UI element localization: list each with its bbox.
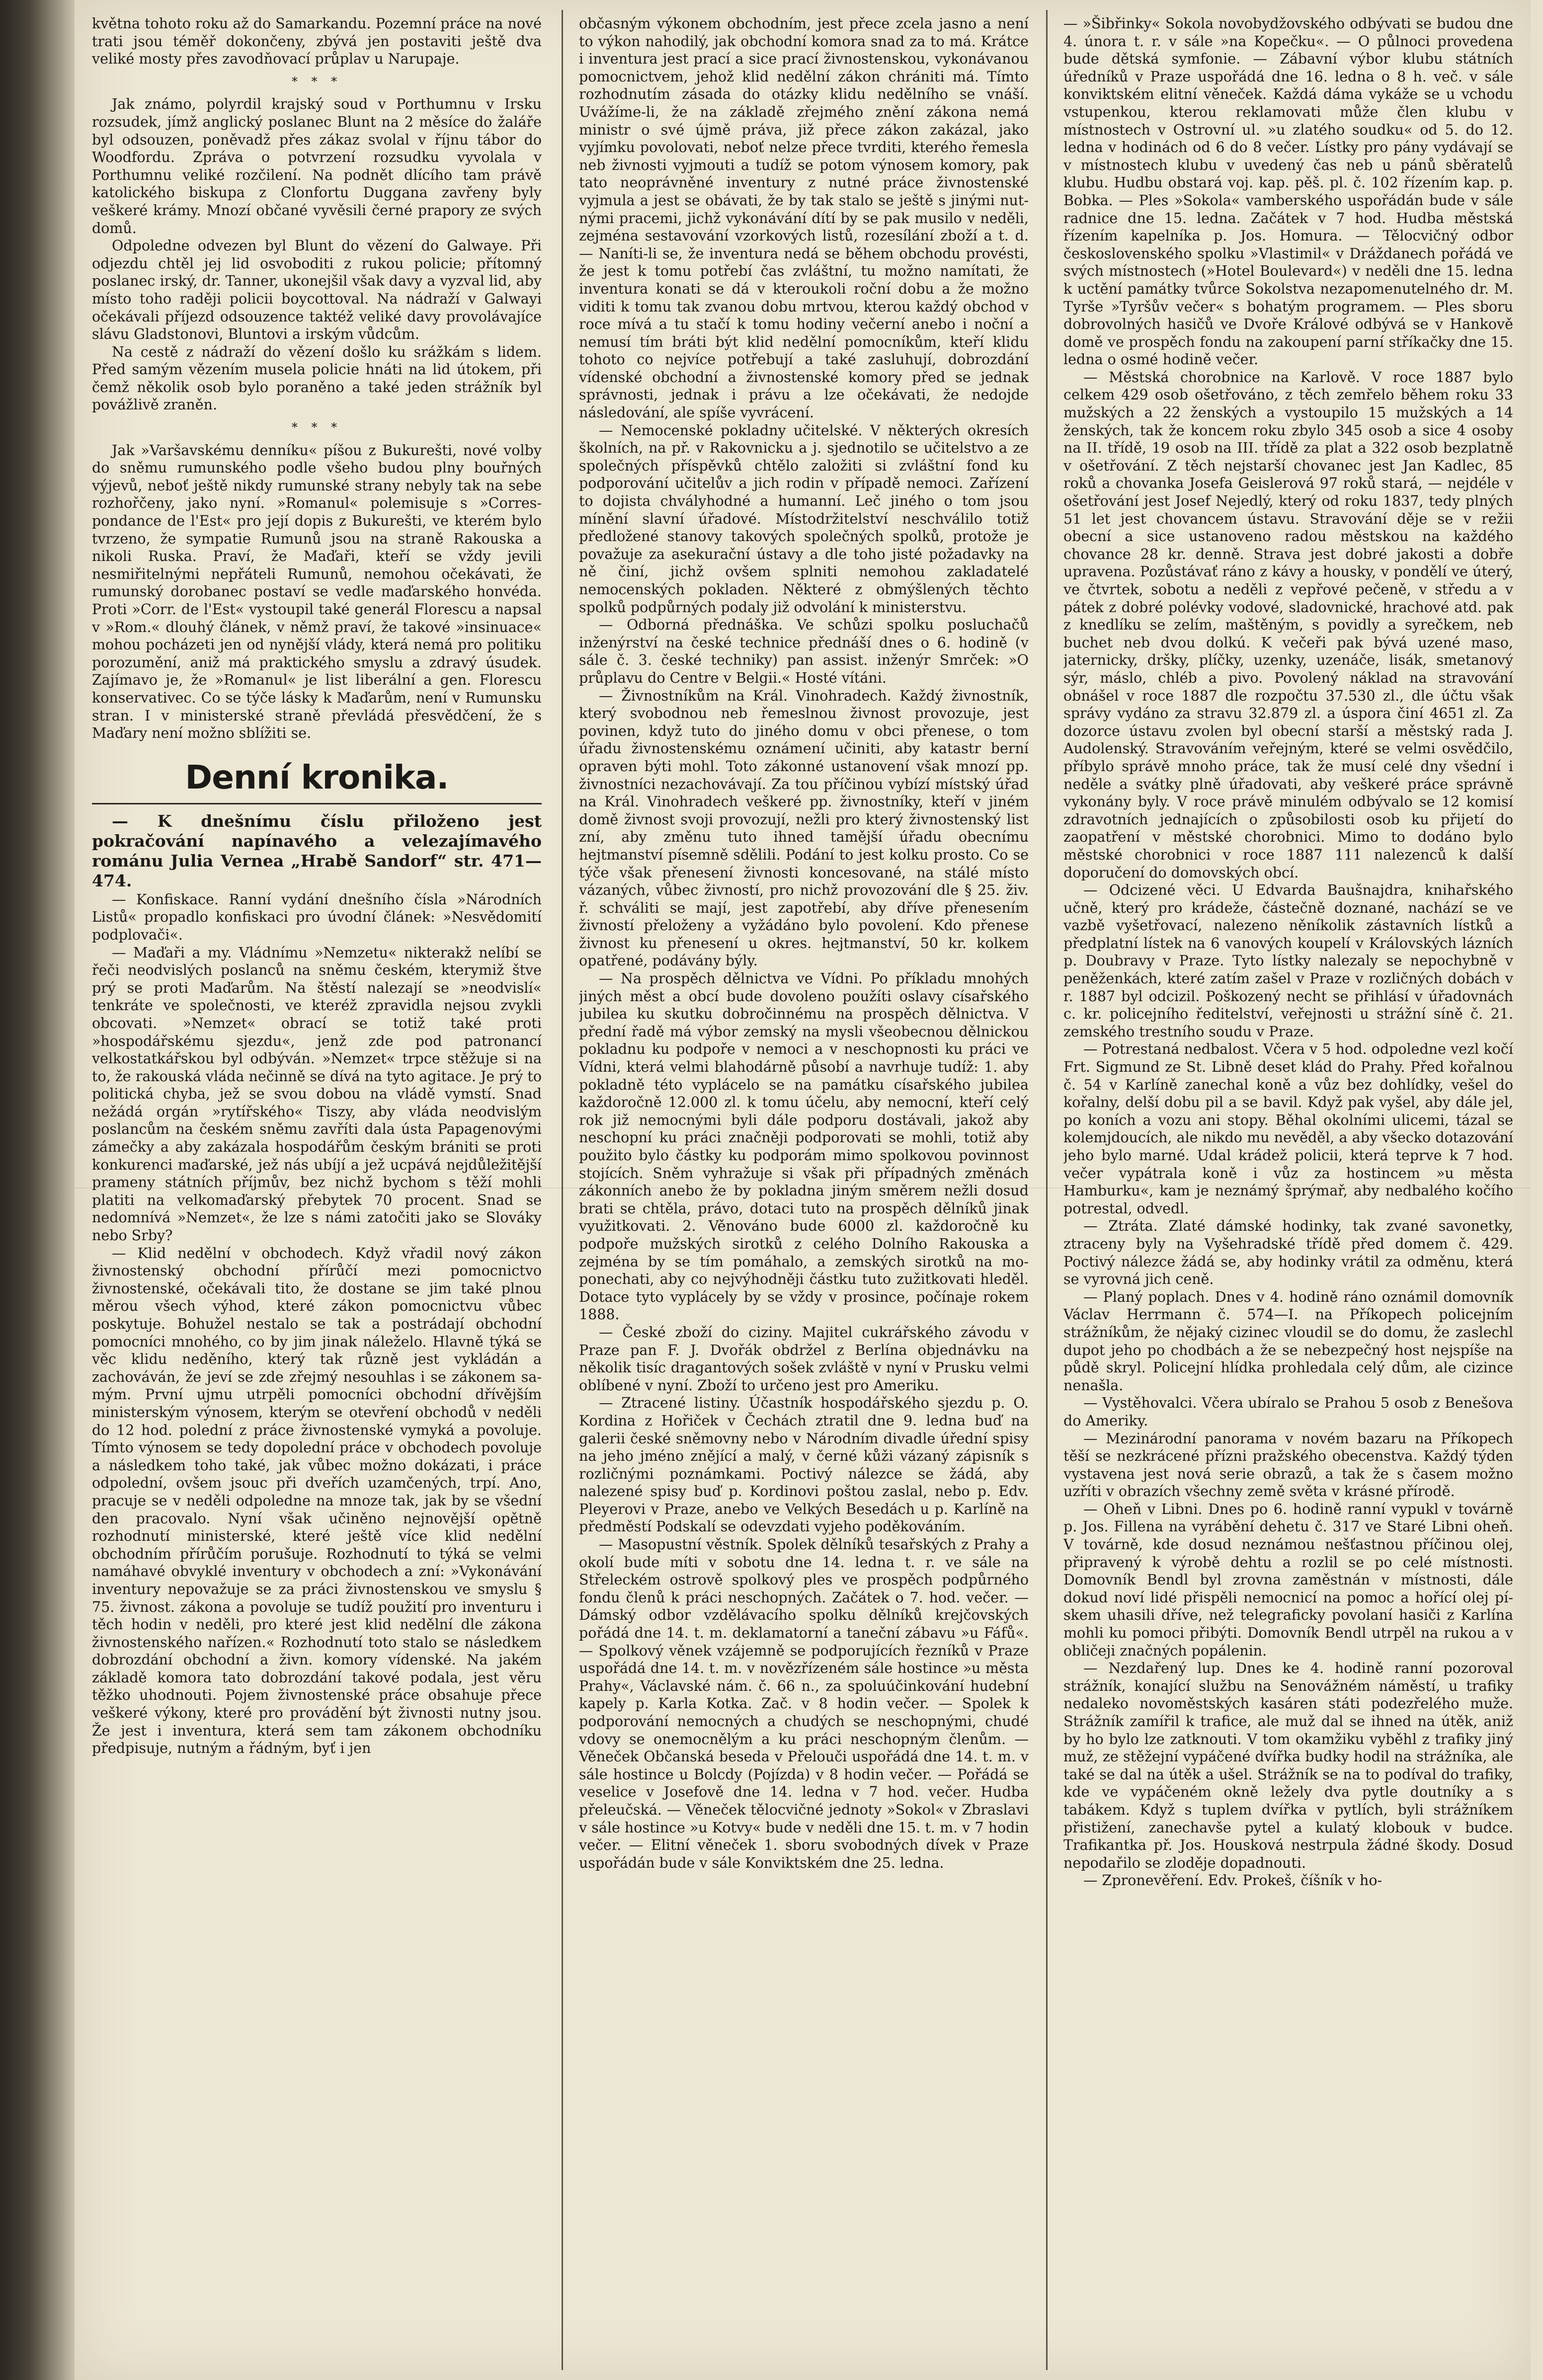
article-lost-documents: — Ztracené listiny. Účastník hospodářského sjezdu p. O. Kordina z Hořiček v Čechách ztratil dne 9. ledna buď na galerii české sněmovny nebo v Národním divadle úřední spisy na jeho jméno znějící a malý, v černé kůži vázaný zápisník s rozličnými poznámkami. Poctivý nálezce se žádá, aby nalezené spisy buď p. Kordinovi poštou zaslal, nebo p. Edv. Pleyerovi v Praze, anebo ve Velkých Besedách u p. Karlíně na předměstí Podskalí se odevzdati vyjeho poděkováním. bbox=[579, 1395, 1029, 1535]
column-rule-2 bbox=[1046, 10, 1048, 2370]
article-hungarians-and-us: — Maďaři a my. Vládnímu »Nemzetu« nikterakž nelíbí se řeči neodvislých poslanců na sněmu českém, kterymiž štve prý se proti Maďarům. Na štěstí nalezají se »neodvislí« tenkráte ve společnosti, ve kteréž zpravidla nejsou zvykli obcovati. »Nemzet« obrací se totiž také proti »hospodářskému sjezdu«, jenž zde pod patronancí velkostatkářskou byl odbýván. »Nemzet« trpce stěžuje si na to, že rakouská vláda nečinně se dívá na tyto agitace. Je prý to politická chyba, jež se svou dobou na vládě vymstí. Snad nežádá orgán »rytířského« Tiszy, aby vláda neodvislým poslancům na českém sněmu zavříti dala ústa Papagenovými zámečky a aby zakázala hospodářům českým brániti se proti konkurenci maďarské, jež nás ubíjí a jež ucpává nejdůležitější prameny státních příjmův, bez nichž bychom s těží mohli platiti na velkomaďarský přebytek 70 procent. Snad se nedomnívá »Nemzet«, že lze s námi zatočiti jako se Slováky nebo Srby? bbox=[92, 944, 542, 1244]
column-2 bbox=[579, 15, 1029, 2365]
article-samarkand-railway: května tohoto roku až do Samarkandu. Pozemní práce na nové trati jsou téměř dokončeny, zbývá jen postaviti ještě dva veliké mosty přes zavodňovací průplav u Narupaje. bbox=[92, 15, 542, 68]
article-emigrants: — Vystěhovalci. Včera ubíralo se Prahou 5 osob z Benešova do Ameriky. bbox=[1063, 1395, 1513, 1429]
article-sunday-rest-cont: občasným výkonem obchodním, jest přece zcela jasno a není to výkon nahodilý, jak obchodní komora snad za to má. Krátce i inventura jest prací a sice prací živnostenskou, vykonávanou pomocnictvem, jehož klid nedělní zákon chrániti má. Tímto rozhodnutím zásada do otázky klidu nedělního se vnáší. Uvážíme-li, že na základě zřejmého znění zákona nemá ministr o své újmě práva, již přece zákon zakázal, jako vyjímku povolovati, neboť nelze přece tvrditi, kterého řemesla neb živnosti vyjmouti a tudíž se potom výnosem komory, pak tato neoprávněné inventury z nutné práce živnostenské vyjmula a jest se obávati, že by tak stalo se ještě s jinými nutnými pracemi, jichž vykonávání dítí by se pak musilo v neděli, zejména sestavování vzorkových listů, rozesílání zboží a t. d. — Naníti-li se, že inventura nedá se během obchodu provésti, že jest k tomu potřebí čas zvláštní, tu možno namítati, že inventura konati se dá v kteroukoli roční dobu a že možno viditi k tomu tak zvanou dobu mrtvou, kterou každý obchod v roce mívá a tu stačí k tomu hodiny večerní anebo i noční a nemusí tím bráti být klid nedělní pomocníkům, kteří klidu tohoto co nejvíce potřebují a také zasluhují, dobrozdání vídenské obchodní a živnostenské komory před se jednak správnosti, jednak i právu a lze očekávati, že nedojde následování, ale spíše vyvrácení. bbox=[579, 15, 1029, 421]
column-rule-1 bbox=[562, 10, 563, 2370]
column-1 bbox=[92, 15, 542, 2365]
notice-verne-supplement: — K dnešnímu číslu přiloženo jest pokračování napínavého a velezajímavého románu Julia Vernea „Hrabě Sandorf“ str. 471—474. bbox=[92, 811, 542, 890]
article-karlov-infirmary: — Městská chorobnice na Karlově. V roce 1887 bylo celkem 429 osob ošetřováno, z těch zemřelo během roku 33 mužských a 22 ženských a vystoupilo 15 mužských a 14 ženských, tak že koncem roku zbylo 345 osob a sice 4 osoby na II. třídě, 19 osob na III. třídě za plat a 322 osob bezplatně v ošetřování. Z těch nejstarší chovanec jest Jan Kadlec, 85 roků a chovanka Josefa Geislerová 97 roků stará, — nejdéle v ošetřování jest Josef Nejedlý, který od roku 1837, tedy plných 51 let jest chovancem ústavu. Stravování děje se v režii obecní a sice ustanoveno radou městskou na každého chovance 28 kr. denně. Strava jest dobré jakosti a dobře upravena. Pozůstávať ráno z kávy a housky, v pondělí ve úterý, ve čtvrtek, sobotu a neděli z vepřové pečeně, v středu a v pátek z dobré polévky vodové, sladovnické, hrachové atd. pak z knedlíku se zelím, maštěným, s povidly a syrečkem, neb buchet neb dvou dolkú. K večeři pak bývá uzené maso, jaternicky, dršky, plíčky, uzenky, uzenáče, lisák, smetanový sýr, máslo, chléb a pivo. Povolený náklad na stravování obnášel v roce 1887 dle rozpočtu 37.530 zl., dle účtu však správy vydáno za stravu 32.879 zl. a úspora činí 4651 zl. Za dozorce ústavu zvolen byl obecní starší a městský rada J. Audolenský. Stravováním veřejným, které se velmi osvědčilo, příbylo správě mnoho práce, tak že musí celé dny všední i neděle a svátky plně úřadovati, aby veškeré práce správně vykonány byly. V roce právě minulém odbývalo se 12 komisí zdravotních jednajících o způsobilosti osob ku přijetí do zaopatření v městské chorobnici. Mimo to dodáno bylo městské chorobnici v roce 1887 111 nalezenců k další doporučení do domovských obcí. bbox=[1063, 369, 1513, 881]
page-binding-edge bbox=[0, 0, 75, 2380]
article-blunt-sentence: Jak známo, polyrdil krajský soud v Porthumnu v Irsku rozsudek, jímž anglický poslanec Blunt na 2 měsíce do žaláře byl odsouzen, poněvadž přes zákaz svolal v říjnu tábor do Woodfordu. Zpráva o potvrzení rozsudku vyvolala v Porthumnu veliké rozčilení. Na podnět dlícího tam právě katolického biskupa z Clonfortu Duggana zavřeny byly veškeré krámy. Mnozí občané vyvěsili černé prapory ze svých domů. bbox=[92, 96, 542, 237]
article-carnival-news: — Masopustní věstník. Spolek dělníků tesařských z Prahy a okolí bude míti v sobotu dne 14. ledna t. r. ve sále na Střeleckém ostrově spolkový ples ve prospěch podpůrného fondu členů k práci neschopných. Začátek o 7. hod. večer. — Dámský odbor vzdělávacího spolku dělníků krejčovských pořádá dne 14. t. m. deklamatorní a taneční zábavu »u Fáfů«. — Spolkový věnek vzájemně se podporujících řezníků v Praze uspořádá dne 14. t. m. v novězřízeném sále hostince »u města Prahy«, Václavské nám. č. 66 n., za spoluúčinkování hudební kapely p. Karla Kotka. Zač. v 8 hodin večer. — Spolek k podporování nemocných a chudých se neschopnými, chudé vdovy se onemocnělým a ku práci neschopným členům. — Věneček Občanská beseda v Přelouči uspořádá dne 14. t. m. v sále hostince u Bolcdy (Pojízda) v 8 hodin večer. — Pořádá se veselice v Josefově dne 14. ledna v 7 hod. večer. Hudba přeleučská. — Věneček tělocvičné jednoty »Sokol« v Zbraslavi v sále hostince »u Kotvy« bude v neděli dne 15. t. m. v 7 hodin večer. — Elitní věneček 1. sboru svobodných dívek v Praze uspořádán bude v sále Konviktském dne 25. ledna. bbox=[579, 1536, 1029, 1871]
article-panorama: — Mezinárodní panorama v novém bazaru na Příkopech těší se nezkrácené přízni pražského obecenstva. Každý týden vystavena jest nová serie obrazů, a tak že s časem možno uzříti v obrazích všechny země světa v krásné přírodě. bbox=[1063, 1430, 1513, 1500]
article-vinohrady-tradesmen: — Živnostníkům na Král. Vinohradech. Každý živnostník, který svobodnou neb řemeslnou živnost provozuje, jest povinen, když tuto do jiného domu v obci přenese, o tom úřadu živnostenskému oznámení učiniti, aby katastr berní opraven býti mohl. Toto zákonné ustanovení však mnozí pp. živnostníci nezachovávají. Za tou příčinou vybízí místský úřad na Král. Vinohradech veškeré pp. živnostníky, kteří v jiném domě živnost svoji provozují, nežli pro který živnostenský list zní, aby změnu tuto ihned tamější úřadu obecnímu hejtmanství písemně sdělili. Podání to jest kolku prosto. Co se týče však přenesení živnosti koncesované, na stálé místo vázaných, vůbec živností, pro nichž provozování dle § 25. živ. ř. schváliti se mají, jest zapotřebí, aby dříve přenesením živností přeloženy a vyžádáno bylo povolení. Kdo přenese živnost ku přenesení u okres. hejtmanství, 50 kr. kolkem opatřené, podávány býly. bbox=[579, 687, 1029, 969]
separator: * * * bbox=[291, 420, 342, 435]
article-lecture: — Odborná přednáška. Ve schůzi spolku posluchačů inženýrství na české technice přednáší dnes o 6. hodině (v sále č. 3. české techniky) pan assist. inženýr Smrček: »O průplavu do Centre v Belgii.« Hosté vítáni. bbox=[579, 617, 1029, 686]
article-lost-watch: — Ztráta. Zlaté dámské hodinky, tak zvané savonetky, ztraceny byly na Vyšehradské třídě před domem č. 429. Poctivý nálezce žádá se, aby hodinky vrátil za odměnu, která se vyrovná jich ceně. bbox=[1063, 1218, 1513, 1288]
article-sunday-rest: — Klid nedělní v obchodech. Když vřadil nový zákon živnostenský obchodní přírůčí mezi pomocnictvo živnostenské, očekávali tito, že dostane se jim také plnou měrou všech výhod, které zákon pomocnictvu vůbec poskytuje. Bohužel nestalo se tak a postrádají obchodní pomocníci mnohého, co by jim jinak náleželo. Hlavně týká se věc klidu neděního, který tak různě jest vykládán a zachováván, že jeví se zde zřejmý nesouhlas i se zákonem samým. První ujmu utrpěli pomocníci obchodní dřívějším ministerským výnosem, kterým se otevření obchodů v neděli do 12 hod. polední z práce živnostenské vymyká a povoluje. Tímto výnosem se tedy dopolední práce v obchodech povoluje a následkem toho také, jak vůbec možno dokázati, i práce odpolední, ovšem jsouc při dveřích uzamčených, trpí. Ano, pracuje se v neděli odpoledne na mnoze tak, jak by se všední den pracovalo. Nyní však učiněno nejnovější opětně rozhodnutí ministerské, které ještě více klid nedělní obchodním přírůčím porušuje. Rozhodnutí to týká se velmi namáhavé obvyklé inventury v obchodech a zní: »Vykonávání inventury nepovažuje se za práci živnostenskou ve smyslu § 75. živnost. zákona a povoluje se tudíž použití pro inventuru i těch hodin v neděli, pro které jest klid nedělní dle zákona živnostenského nařízen.« Rozhodnutí toto stalo se následkem dobrozdání obchodní a živn. komory vídenské. Na jakém základě komora tato dobrozdání takové podala, jest věru těžko uhodnouti. Pojem živnostenské práce obsahuje přece veškeré výkony, které pro provádění být živnosti nutny jsou. Že jest i inventura, která sem tam zákonem obchodníku předpisuje, nutným a řádným, byť i jen bbox=[92, 1245, 542, 1757]
article-romanian-elections: Jak »Varšavskému denníku« píšou z Bukurešti, nové volby do sněmu rumunského podle všeho budou plny bouřných výjevů, neboť ještě nikdy rumunské strany nebyly tak na sebe rozhořčeny, jako nyní. »Romanul« polemisuje s »Correspondance de l'Est« pro její dopis z Bukurešti, ve kterém bylo tvrzeno, že sympatie Rumunů jsou na straně Rakouska a nikoli Ruska. Praví, že Maďaři, kteří se vždy jevili nesmiřitelnými nepřáteli Rumunů, nemohou očekávati, že rumunský dorobanec postaví se vedle maďarského honvéda. Proti »Corr. de l'Est« vystoupil také generál Florescu a napsal v »Rom.« dlouhý článek, v němž praví, že takové »insinuace« mohou pocházeti jen od nynější vlády, která nemá pro politiku porozumění, aniž má praktického smyslu a zdravý úsudek. Zajímavo je, že »Romanul« je list liberální a gen. Florescu konservativec. Co se týče lásky k Maďarům, není v Rumunsku stran. I v ministerské straně převládá přesvědčení, že s Maďary není možno sblížiti se. bbox=[92, 442, 542, 742]
article-fire-liben: — Oheň v Libni. Dnes po 6. hodině ranní vypukl v továrně p. Jos. Fillena na vyrábění dehetu č. 317 ve Staré Libni oheň. V továrně, kde dosud neznámou nešťastnou příčinou olej, připravený k výrobě dehtu a rozlil se po celé místnosti. Domovník Bendl byl zrovna zaměstnán v místnosti, dále dokud noví lidé přispěli nemocnicí na pomoc a hořící olej pískem uhasili dříve, než telegraficky povolaní hasiči z Karlína mohli ku pomoci přibýti. Domovník Bendl utrpěl na rukou a v obličeji značných popálenin. bbox=[1063, 1501, 1513, 1659]
article-vienna-workers: — Na prospěch dělnictva ve Vídni. Po příkladu mnohých jiných měst a obcí bude dovoleno použíti oslavy císařského jubilea ku skutku dobročinnému na prospěch dělnictva. V přední řadě má výbor zemský na mysli všeobecnou dělnickou pokladnu ku podpoře v nemoci a v neschopnosti ku práci ve Vídni, která velmi blahodárně působí a navrhuje tudíž: 1. aby pokladně této vyplácelo se na památku císařského jubilea každoročně 12.000 zl. k tomu účelu, aby nemocní, kteří celý rok již nemocnými byli dále podporu dostávali, jakož aby neschopní ku práci značněji podporovati se mohli, totiž aby použito bylo částky ku podporám mimo spolkovou povinnost stojících. Sněm vyhražuje si však při případných změnách zákonních anebo že by pokladna jiným směrem nežli dosud brati se chtěla, právo, dotaci tuto na prospěch dělníků jinak využitkovati. 2. Věnováno bude 6000 zl. každoročně ku podpoře mužských sirotků z celého Dolního Rakouska a zejména by se tím pomáhalo, a zemských sirotků na moponechati, aby co nejvýhodněji částku tuto zužitkovati hleděl. Dotace tyto vyplácely by se vždy v prosince, počínaje rokem 1888. bbox=[579, 970, 1029, 1323]
article-false-alarm: — Planý poplach. Dnes v 4. hodině ráno oznámil domovník Václav Herrmann č. 574—I. na Příkopech policejním strážníkům, že nějaký cizinec vloudil se do domu, že zaslechl dupot jeho po chodbách a že se nebezpečný host nejspíše na půdě skryl. Policejní hlídka prohledala celý dům, ale cizince nenašla. bbox=[1063, 1288, 1513, 1394]
article-balls-announcements: — »Šibřinky« Sokola novobydžovského odbývati se budou dne 4. února t. r. v sále »na Kopečku«. — O půlnoci provedena bude dětská symfonie. — Zábavní výbor klubu státních úředníků v Praze uspořádá dne 16. ledna o 8 h. več. v sále konviktském elitní věneček. Každá dáma vykáže se u vchodu vstupenkou, kterou reklamovati může člen klubu v místnostech v Ostrovní ul. »u zlatého soudku« od 5. do 12. ledna v hodinách od 6 do 8 večer. Lístky pro pány vydávají se v místnostech klubu v uvedený čas neb u pánů sběratelů klubu. Hudbu obstará voj. kap. pěš. pl. č. 102 řízením kap. p. Bobka. — Ples »Sokola« vamberského uspořádán bude v sále radnice dne 15. ledna. Začátek v 7 hod. Hudba městská řízením kapelníka p. Jos. Homura. — Tělocvičný odbor československého spolku »Vlastimil« v Dráždanech pořádá ve svých místnostech (»Hotel Boulevard«) v neděli dne 15. ledna k uctění památky tvůrce Sokolstva nezapomenutelného dr. M. Tyrše »Tyršův večer« s bohatým programem. — Ples sboru dobrovolných hasičů ve Dvoře Králové odbývá se v Hankově domě ve prospěch fondu na zakoupení parní stříkačky dne 15. ledna o osmé hodině večer. bbox=[1063, 15, 1513, 368]
article-confiscation: — Konfiskace. Ranní vydání dnešního čísla »Národních Listů« propadlo konfiskaci pro úvodní článek: »Nesvědomití podplovači«. bbox=[92, 891, 542, 943]
article-blunt-galway: Odpoledne odvezen byl Blunt do vězení do Galwaye. Při odjezdu chtěl jej lid osvoboditi z rukou policie; přítomný poslanec irský, dr. Tanner, ukonejšil však davy a vyzval lid, aby místo toho raději policii boycottoval. Na nádraží v Galwayi očekávali příjezd odsouzence taktéž veliké davy provolávajíce slávu Gladstonovi, Bluntovi a irským vůdcům. bbox=[92, 238, 542, 343]
article-failed-robbery: — Nezdařený lup. Dnes ke 4. hodině ranní pozoroval strážník, konající službu na Senovážném náměstí, u trafiky nedaleko novoměstských kasáren státi podezřelého muže. Strážník zamířil k trafice, ale muž dal se ihned na útěk, aniž by ho bylo lze zatknouti. V tom okamžiku vyběhl z trafiky jiný muž, ze stěžejní vypáčené dvířka budky hodil na strážníka, ale také se dal na útěk a ušel. Strážník se na to podíval do trafiky, kde ve vypáčeném okně ležely dva pytle doutníky a s tabákem. Když s tuplem dvířka v pytlích, byli strážníkem přistižení, zanechavše pytel a kulatý klobouk v budce. Trafikantka př. Jos. Housková nestrpula žádné škody. Dosud nepodařilo se zloděje dopadnouti. bbox=[1063, 1660, 1513, 1871]
article-embezzlement: — Zpronevěření. Edv. Prokeš, číšník v ho- bbox=[1083, 1872, 1382, 1889]
article-teacher-sick-funds: — Nemocenské pokladny učitelské. V některých okresích školních, na př. v Rakovnicku a j. sjednotilo se učitelstvo a ze společných příspěvků chtělo založiti si zvláštní fond ku podporování učitelův a jich rodin v případě nemoci. Zařízení to dojista chvályhodné a humanní. Leč jiného o tom jsou mínění slavní úřadové. Místodržitelství neschválilo totiž předložené stanovy takových společných spolků, protože je považuje za asekurační ústavy a dle toho jisté požadavky na ně činí, jichž ovšem splniti nemohou zakladatelé nemocenských pokladen. Některé z obmýšlených těchto spolků podpůrných podaly již odvolání k ministerstvu. bbox=[579, 422, 1029, 616]
heading-rule bbox=[92, 803, 542, 804]
article-stolen-items: — Odcizené věci. U Edvarda Baušnajdra, knihařského učně, který pro krádeže, částečně doznané, nachází se ve vazbě vyšetřovací, nalezeno něníkolik zástavních lístků a předplatní lístek na 6 vanových koupelí v Královských lázních p. Doubravy v Praze. Tyto lístky nalezaly se nepochybně v peněženkách, které zatím zašel v Praze v rozličných dobách v r. 1887 byl odcizil. Poškozený necht se přihlásí v úřadovnách c. kr. policejního ředitelství, veřejnosti u strážní síně č. 21. zemského trestního soudu v Praze. bbox=[1063, 882, 1513, 1040]
separator: * * * bbox=[291, 74, 342, 88]
column-3 bbox=[1063, 15, 1513, 2365]
article-punished-negligence: — Potrestaná nedbalost. Včera v 5 hod. odpoledne vezl kočí Frt. Sigmund ze St. Libně deset klád do Prahy. Před kořalnou č. 54 v Karlíně zanechal koně a vůz bez dohlídky, vešel do kořalny, delší dobu pil a se bavil. Když pak vyšel, aby dále jel, po koních a vozu ani stopy. Běhal okolními ulicemi, tázal se kolemjdoucích, ale nikdo mu nevěděl, a aby všecko dotazování jeho bylo marné. Udal krádež policii, která teprve k 7 hod. večer vypátrala koně i vůz za hostincem »u města Hamburku«, kam je neznámý šprýmař, aby nedbalého kočího potrestal, odvedl. bbox=[1063, 1041, 1513, 1217]
article-blunt-clash: Na cestě z nádraží do vězení došlo ku srážkám s lidem. Před samým vězením musela policie hnáti na lid útokem, při čemž několik osob bylo poraněno a také jeden strážník byl povážlivě zraněn. bbox=[92, 343, 542, 413]
article-czech-goods-abroad: — České zboží do ciziny. Majitel cukrářského závodu v Praze pan F. J. Dvořák obdržel z Berlína objednávku na několik tisíc dragantových sošek zvláště v nyní v Prusku velmi oblíbené v nyní. Zboží to určeno jest pro Ameriku. bbox=[579, 1324, 1029, 1394]
section-heading-denni-kronika: Denní kronika. bbox=[185, 758, 449, 796]
